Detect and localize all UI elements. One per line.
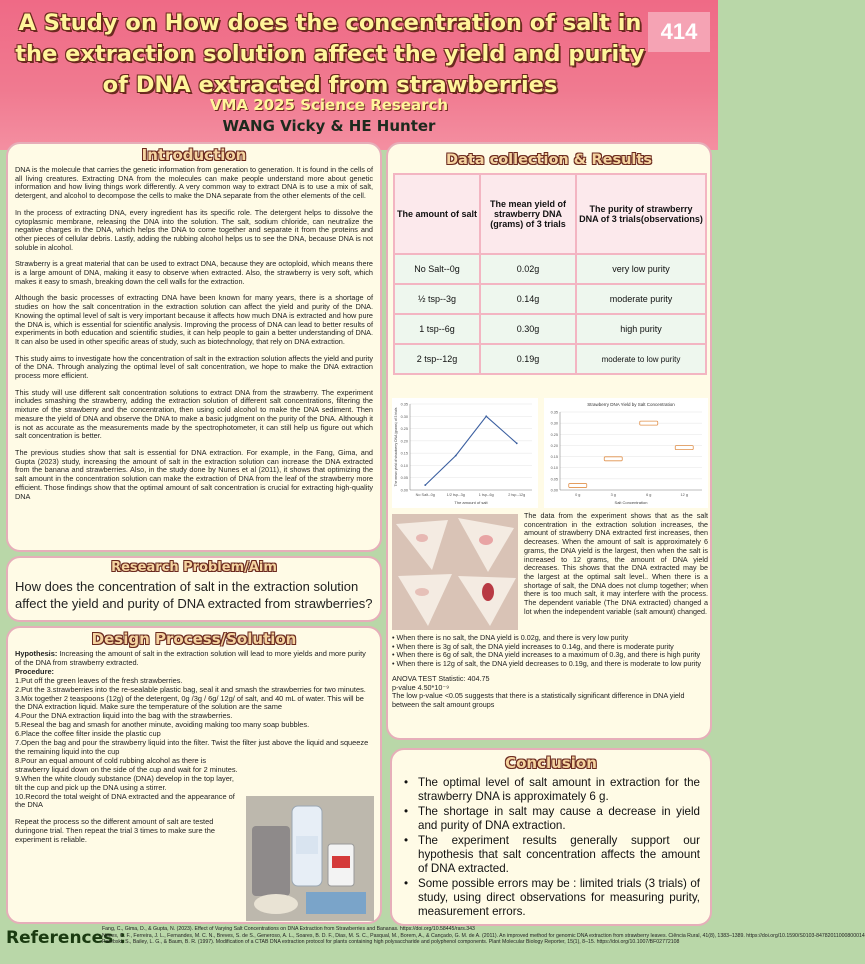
design-panel — [6, 626, 382, 924]
procedure-step: 4.Pour the DNA extraction liquid into the bag with the strawberries. — [15, 711, 233, 721]
chart-x-tick-label: 1/2 tsp--3g — [446, 493, 465, 497]
chart-y-tick-label: 0.20 — [400, 439, 408, 444]
chart-series-line — [425, 416, 517, 485]
conclusion-list — [402, 776, 700, 919]
chart-y-tick-label: 0.00 — [550, 488, 558, 493]
chart-y-tick-label: 0.05 — [400, 476, 408, 481]
results-bullet: • When there is 12g of salt, the DNA yield decreases to 0.19g, and there is moderate to low purity — [392, 659, 701, 669]
table-cell: high purity — [576, 314, 706, 344]
conclusion-item: • Some possible errors may be : limited trials (3 trials) of study, using direct observations for measuring purity, measurement errors. — [402, 877, 700, 919]
table-header-row — [394, 174, 706, 254]
poster-title: A Study on How does the concentration of salt in the extraction solution affect the yield and purity of DNA extracted from strawberries — [15, 10, 645, 98]
hypothesis-label: Hypothesis: — [15, 649, 58, 658]
materials-photo-illustration — [246, 796, 374, 921]
procedure-step: 7.Open the bag and pour the strawberry liquid into the filter. Twist the filter just above the liquid and squeeze the remaining liquid into the cup — [15, 738, 369, 756]
dna-filter-photo — [392, 514, 518, 630]
chart-y-tick-label: 0.25 — [550, 432, 558, 437]
results-panel — [386, 142, 712, 740]
chart-x-tick-label: 2 tsp--12g — [508, 493, 526, 497]
procedure-step: 5.Reseal the bag and smash for another minute, avoiding making too many soap bubbles. — [15, 720, 310, 730]
procedure-step: 6.Place the coffee filter inside the plastic cup — [15, 729, 161, 739]
table-cell: 0.30g — [480, 314, 576, 344]
intro-paragraph: This study will use different salt concentration solutions to extract DNA from the strawberry. The experiment includes smashing the strawberry, adding the extraction solution of different salt concentrations, filtering the mixture of the strawberry and the concentration, then using cold alcohol to make the DNA sediment. Then measure the yield of DNA and observe the DNA to make a basic judgment on the purity of the DNA. Although it is not as accurate as the measurements made by the spectrophotometer, it can still help us figure out which salt concentration is better. — [15, 387, 373, 441]
table-cell: 0.02g — [480, 254, 576, 284]
yield-scatter-chart — [544, 398, 708, 508]
chart-y-tick-label: 0.30 — [550, 421, 558, 426]
chart-y-tick-label: 0.15 — [400, 451, 408, 456]
results-bullets — [392, 634, 708, 710]
procedure-step: 3.Mix together 2 teaspoons (12g) of the detergent, 0g /3g / 6g/ 12g/ of salt, and 40 mL of water. This will be the DNA extraction liquid. Make sure the temperature of the solution are the same — [15, 693, 364, 712]
hypothesis-text: Increasing the amount of salt in the extraction solution will lead to more yields and more purity of the DNA from strawberry extracted. — [15, 649, 366, 667]
intro-paragraph: This study aims to investigate how the concentration of salt in the extraction solution affects the yield and purity of the DNA. Through analyzing the optimal level of salt concentration, we hope to make the DNA extraction process more efficient. — [15, 353, 374, 381]
introduction-panel — [6, 142, 382, 552]
dna-filter-illustration — [392, 514, 518, 630]
table-row — [394, 254, 706, 284]
research-problem-heading: Research Problem/Aim — [111, 560, 277, 575]
introduction-heading: Introduction — [141, 146, 247, 164]
materials-photo — [246, 796, 374, 921]
chart-y-tick-label: 0.20 — [550, 443, 558, 448]
chart-x-label: The amount of salt — [454, 500, 488, 505]
table-cell: 2 tsp--12g — [394, 344, 480, 374]
chart-y-tick-label: 0.35 — [550, 410, 558, 415]
chart-y-tick-label: 0.35 — [400, 402, 408, 407]
hypothesis — [15, 650, 373, 668]
table-cell: ½ tsp--3g — [394, 284, 480, 314]
intro-paragraph: Strawberry is a great material that can be used to extract DNA, because they are octoploid, which means there is a large amount of DNA, making it easy to observe when extracted. Also, the strawberry is very soft, which makes it easy to smash, breaking down the cell walls for the extraction. — [15, 259, 373, 286]
chart-x-tick-label: 12 g — [680, 493, 688, 497]
chart-y-tick-label: 0.15 — [550, 455, 558, 460]
poster-subtitle: VMA 2025 Science Research — [209, 96, 449, 114]
results-bullet: • When there is no salt, the DNA yield is 0.02g, and there is very low purity — [392, 633, 629, 642]
results-table — [393, 173, 707, 375]
poster-number-badge: 414 — [648, 12, 710, 52]
results-heading: Data collection & Results — [446, 152, 652, 168]
reference-item: Fang, C., Gima, D., & Gupta, N. (2023). Effect of Varying Salt Concentrations on DNA Extraction from Strawberries and Bananas. https://doi.org/10.58445/rars.343 — [102, 926, 475, 932]
table-cell: 1 tsp--6g — [394, 314, 480, 344]
intro-paragraph: DNA is the molecule that carries the genetic information from generation to generation. It is found in the cells of all living creatures. Extracting DNA from the molecules can make people understand more about genetic information and how living things work differently. A very common way to extract DNA is to use a mix of salt, detergent, and alcohol to decompose the cells to make the DNA separate from the other elements of the cell. — [15, 165, 373, 201]
chart-data-point — [640, 421, 658, 425]
chart-x-tick-label: 6 g — [646, 493, 652, 497]
chart-data-point — [455, 455, 457, 457]
procedure-label-text: Procedure: — [15, 666, 55, 676]
procedure-step: 8.Pour an equal amount of cold rubbing alcohol as there is strawberry liquid down on the side of the cup and wait for 2 minutes. — [15, 755, 238, 774]
chart-y-tick-label: 0.10 — [550, 466, 558, 471]
procedure-step: 9.When the white cloudy substance (DNA) develop in the top layer, tilt the cup and pick up the DNA using a stirrer. — [15, 773, 234, 792]
design-heading: Design Process/Solution — [91, 630, 297, 648]
chart-x-tick-label: 0 g — [575, 493, 581, 497]
chart-data-point — [604, 457, 622, 461]
chart-data-point — [569, 484, 587, 488]
references-heading: References : — [6, 928, 127, 948]
table-cell: 0.14g — [480, 284, 576, 314]
chart-y-tick-label: 0.05 — [550, 477, 558, 482]
conclusion-panel — [390, 748, 712, 926]
procedure-closing: Repeat the process so the different amount of salt are tested duringone trial. Then repeat the trial 3 times to make sure the experiment is reliable. — [15, 817, 215, 845]
conclusion-item: • The experiment results generally support our hypothesis that salt concentration affects the amount of DNA extracted. — [402, 834, 700, 876]
conclusion-item: • The optimal level of salt amount in extraction for the strawberry DNA is approximately 6 g. — [402, 776, 700, 804]
conclusion-item: • The shortage in salt may cause a decrease in yield and purity of DNA extraction. — [402, 805, 700, 833]
chart-x-label: Salt Concentration — [614, 500, 648, 505]
table-header-cell: The purity of strawberry DNA of 3 trials(observations) — [576, 174, 706, 254]
references-list — [102, 926, 865, 946]
chart-title: Strawberry DNA Yield by Salt Concentration — [587, 402, 675, 407]
poster-authors: WANG Vicky & HE Hunter — [222, 117, 436, 135]
table-row — [394, 314, 706, 344]
chart-data-point — [485, 415, 487, 417]
table-header-cell: The amount of salt — [394, 174, 480, 254]
chart-y-tick-label: 0.10 — [400, 463, 408, 468]
reference-item: Nunes, C. F., Ferreira, J. L., Fernandes, M. C. N., Breves, S. de S., Generoso, A. L., Soares, B. D. F., Dias, M. S. C., Pasqual, M., Borem, A., & Cançado, G. M. de A. (2011). An improved method for genomic DNA extraction from strawberry leaves. Ciência Rural, 41(8), 1383–1389. https://doi.org/10.1590/S0103-84782011000800014 — [102, 932, 865, 939]
chart-y-tick-label: 0.25 — [400, 427, 408, 432]
introduction-body — [15, 166, 373, 501]
table-row — [394, 344, 706, 374]
intro-paragraph: In the process of extracting DNA, every ingredient has its specific role. The detergent helps to dissolve the cytoplasmic membrane, releasing the DNA into the solution. The salt, sodium chloride, can neutralize the negative charges in the DNA, which helps the DNA to come together and separate it from the proteins and other pieces of cellular debris. Lastly, adding the rubbing alcohol helps us to see the DNA, because DNA is not soluble in alcohol. — [15, 207, 373, 252]
yield-line-chart — [392, 398, 538, 508]
conclusion-heading: Conclusion — [505, 754, 597, 772]
chart-y-tick-label: 0.00 — [400, 488, 408, 493]
procedure-step: 2.Put the 3.strawberries into the re-sealable plastic bag, seal it and smash the strawberries for two minutes. — [15, 684, 366, 694]
results-analysis: The data from the experiment shows that as the salt concentration in the extraction solution increases, the amount of strawberry DNA extracted first increases, then decreases. When the amount of salt is approximately 6 grams, the DNA yield is the largest, then when the salt is increased to 12 grams, the amount of DNA yield decreases. This shows that the DNA extracted may be the largest at the optimal salt level.. When there is a shortage of salt, the DNA does not clump together; when there is too much salt, it may interfere with the process. The dependent variable (The DNA extracted) changed a lot when the independent variable (salt amount) changed. — [524, 511, 708, 616]
table-row — [394, 284, 706, 314]
chart-data-point — [516, 442, 518, 444]
procedure-step: 1.Put off the green leaves of the fresh strawberries. — [15, 675, 183, 685]
anova-statistic: ANOVA TEST Statistic: 404.75 — [392, 673, 490, 683]
results-bullet: • When there is 6g of salt, the DNA yield increases to a maximum of 0.3g, and there is high purity — [392, 650, 701, 660]
research-problem-panel — [6, 556, 382, 622]
poster-header — [0, 0, 718, 150]
chart-y-label: The mean yield of strawberry DNA (grams) of 3 trials — [394, 407, 398, 487]
procedure-step: 10.Record the total weight of DNA extracted and the appearance of the DNA — [15, 791, 235, 810]
results-bullet: • When there is 3g of salt, the DNA yield increases to 0.14g, and there is moderate purity — [392, 641, 674, 651]
chart-data-point — [424, 484, 426, 486]
chart-x-tick-label: 3 g — [610, 493, 616, 497]
p-value-note: The low p-value <0.05 suggests that there is a statistically significant difference in DNA yield between the salt amount groups — [392, 691, 685, 709]
table-cell: moderate to low purity — [576, 344, 706, 374]
yield-scatter-chart-svg — [544, 398, 708, 508]
table-cell: very low purity — [576, 254, 706, 284]
p-value: p-value 4.50*10⁻⁹ — [392, 682, 450, 692]
chart-x-tick-label: 1 tsp--6g — [478, 493, 494, 497]
yield-line-chart-svg — [392, 398, 538, 508]
reference-item: Porebski, S., Bailey, L. G., & Baum, B. R. (1997). Modification of a CTAB DNA extraction protocol for plants containing high polysaccharide and polyphenol components. Plant Molecular Biology Reporter, 15(1), 8–15. https://doi.org/10.1007/BF02772108 — [102, 939, 680, 946]
research-problem-text: How does the concentration of salt in the extraction solution affect the yield and purity of DNA extracted from strawberries? — [15, 579, 373, 611]
intro-paragraph: The previous studies show that salt is essential for DNA extraction. For example, in the Fang, Gima, and Gupta (2023) study, increasing the amount of salt in the extraction solution can increase the DNA extracted from the banana and strawberries. Also, in the study done by Nunes et al (2011), it shows that optimizing the salt amount in the concentration solution can make the extraction of DNA from the leaf of the strawberry more efficient. Those findings show that the optimal amount of salt concentration is crucial for extracting high-quality DNA — [15, 447, 373, 501]
table-cell: moderate purity — [576, 284, 706, 314]
table-cell: No Salt--0g — [394, 254, 480, 284]
chart-y-tick-label: 0.30 — [400, 414, 408, 419]
chart-x-tick-label: No Salt--0g — [415, 493, 435, 497]
intro-paragraph: Although the basic processes of extracting DNA have been known for many years, there is a shortage of studies on how the salt concentration in the extraction solution can affect the yield and purity of the DNA. Knowing the optimal level of salt is very important because it affects how much DNA is extracted and how pure the DNA is, which is essential for scientific analysis. Improving the process of DNA can lead to better results of experiments in both education and scientific studies, it can help people to gain a better understanding of DNA. It can also be used in other specific areas of study, such as biotechnology, that rely on DNA extraction. — [15, 293, 373, 346]
references-section — [6, 926, 865, 962]
chart-data-point — [675, 446, 693, 450]
table-cell: 0.19g — [480, 344, 576, 374]
table-header-cell: The mean yield of strawberry DNA (grams) of 3 trials — [480, 174, 576, 254]
